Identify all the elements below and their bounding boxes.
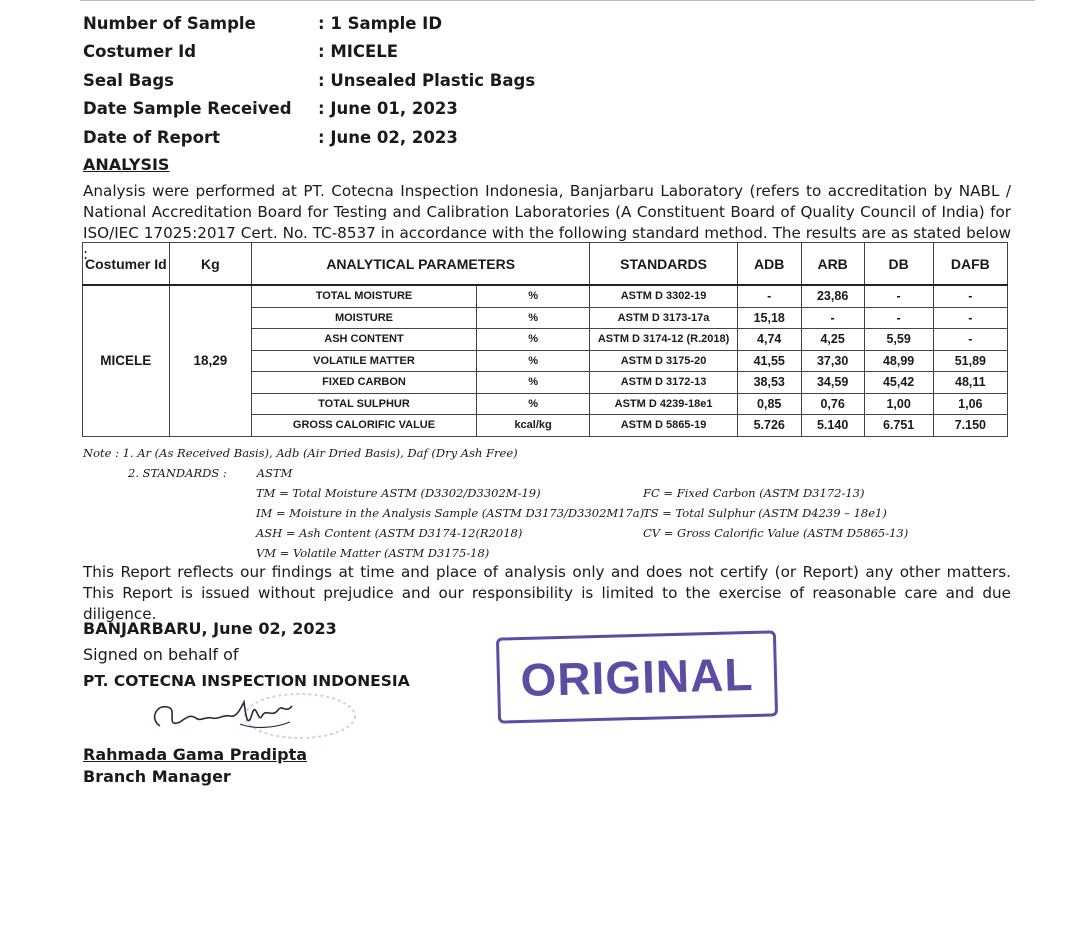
arb-cell: 23,86 — [801, 285, 864, 307]
header-adb: ADB — [737, 243, 801, 286]
company-name: PT. COTECNA INSPECTION INDONESIA — [83, 672, 410, 690]
meta-label: Date Sample Received — [83, 99, 292, 119]
abbreviation-item: TS = Total Sulphur (ASTM D4239 – 18e1) — [643, 506, 887, 520]
analysis-heading: ANALYSIS — [83, 155, 170, 174]
meta-value: : June 01, 2023 — [318, 99, 458, 119]
db-cell: - — [864, 307, 933, 329]
unit-cell: % — [476, 307, 589, 329]
dafb-cell: 7.150 — [933, 415, 1007, 437]
note-standards — [128, 463, 292, 483]
kg-cell: 18,29 — [169, 285, 251, 436]
header-parameters: ANALYTICAL PARAMETERS — [252, 243, 590, 286]
signer-position: Branch Manager — [83, 767, 231, 786]
standard-cell: ASTM D 3302-19 — [590, 285, 737, 307]
header-dafb: DAFB — [933, 243, 1007, 286]
abbreviation-item: TM = Total Moisture ASTM (D3302/D3302M-19) — [256, 486, 541, 500]
param-cell: TOTAL MOISTURE — [252, 285, 477, 307]
analysis-paragraph: Analysis were performed at PT. Cotecna Inspection Indonesia, Banjarbaru Laboratory (refers to accreditation by NABL / National Accreditation Board for Testing and Calibration Laboratories (A Constituent Board of Quality Council of India) for ISO/IEC 17025:2017 Cert. No. TC-8537 in accordance with the following standard method. The results are as stated below : — [83, 182, 1011, 263]
header-costumer-id: Costumer Id — [83, 243, 170, 286]
standard-cell: ASTM D 3175-20 — [590, 350, 737, 372]
db-cell: 48,99 — [864, 350, 933, 372]
results-table — [82, 242, 1008, 437]
abbreviation-item: VM = Volatile Matter (ASTM D3175-18) — [256, 546, 490, 560]
arb-cell: 37,30 — [801, 350, 864, 372]
arb-cell: 34,59 — [801, 372, 864, 394]
top-divider — [80, 0, 1035, 5]
note-standards-label: 2. STANDARDS : — [128, 466, 227, 480]
standard-cell: ASTM D 3172-13 — [590, 372, 737, 394]
abbreviations-left — [256, 483, 644, 563]
signature-image — [140, 688, 370, 748]
note-basis: Note : 1. Ar (As Received Basis), Adb (Air Dried Basis), Daf (Dry Ash Free) — [83, 446, 518, 460]
dafb-cell: - — [933, 285, 1007, 307]
meta-value: : Unsealed Plastic Bags — [318, 70, 536, 90]
signed-on-behalf: Signed on behalf of — [83, 645, 239, 664]
place-date: BANJARBARU, June 02, 2023 — [83, 619, 337, 638]
signer-name: Rahmada Gama Pradipta — [83, 745, 308, 764]
abbreviation-item: CV = Gross Calorific Value (ASTM D5865-13) — [643, 526, 909, 540]
db-cell: 5,59 — [864, 329, 933, 351]
meta-row — [83, 9, 683, 38]
param-cell: VOLATILE MATTER — [252, 350, 477, 372]
param-cell: FIXED CARBON — [252, 372, 477, 394]
adb-cell: 38,53 — [737, 372, 801, 394]
arb-cell: 0,76 — [801, 393, 864, 415]
dafb-cell: 51,89 — [933, 350, 1007, 372]
meta-value: : MICELE — [318, 42, 399, 62]
arb-cell: - — [801, 307, 864, 329]
adb-cell: 4,74 — [737, 329, 801, 351]
header-db: DB — [864, 243, 933, 286]
table-header-row — [83, 243, 1008, 286]
meta-row — [83, 123, 683, 152]
param-cell: ASH CONTENT — [252, 329, 477, 351]
standard-cell: ASTM D 4239-18e1 — [590, 393, 737, 415]
adb-cell: 0,85 — [737, 393, 801, 415]
dafb-cell: 1,06 — [933, 393, 1007, 415]
meta-row — [83, 38, 683, 67]
dafb-cell: 48,11 — [933, 372, 1007, 394]
unit-cell: kcal/kg — [476, 415, 589, 437]
header-standards: STANDARDS — [590, 243, 737, 286]
abbreviations-right — [643, 483, 908, 543]
param-cell: MOISTURE — [252, 307, 477, 329]
table-row — [83, 285, 1008, 307]
db-cell: 6.751 — [864, 415, 933, 437]
adb-cell: 5.726 — [737, 415, 801, 437]
arb-cell: 5.140 — [801, 415, 864, 437]
dafb-cell: - — [933, 329, 1007, 351]
meta-label: Seal Bags — [83, 70, 174, 90]
dafb-cell: - — [933, 307, 1007, 329]
header-arb: ARB — [801, 243, 864, 286]
meta-row — [83, 95, 683, 124]
unit-cell: % — [476, 350, 589, 372]
meta-label: Number of Sample — [83, 13, 256, 33]
header-kg: Kg — [169, 243, 251, 286]
standard-cell: ASTM D 5865-19 — [590, 415, 737, 437]
meta-value: : 1 Sample ID — [318, 13, 443, 33]
meta-row — [83, 66, 683, 95]
note-standards-value: ASTM — [256, 466, 293, 480]
param-cell: GROSS CALORIFIC VALUE — [252, 415, 477, 437]
standard-cell: ASTM D 3173-17a — [590, 307, 737, 329]
abbreviation-item: ASH = Ash Content (ASTM D3174-12(R2018) — [256, 526, 523, 540]
sample-info — [83, 9, 683, 152]
abbreviation-item: IM = Moisture in the Analysis Sample (ASTM D3173/D3302M17a) — [256, 506, 645, 520]
unit-cell: % — [476, 329, 589, 351]
unit-cell: % — [476, 393, 589, 415]
arb-cell: 4,25 — [801, 329, 864, 351]
meta-value: : June 02, 2023 — [318, 127, 458, 147]
unit-cell: % — [476, 372, 589, 394]
disclaimer-paragraph: This Report reflects our findings at time and place of analysis only and does not certify (or Report) any other matters. This Report is issued without prejudice and our responsibility is limited to the exercise of reasonable care and due diligence. — [83, 563, 1011, 623]
adb-cell: 15,18 — [737, 307, 801, 329]
meta-label: Date of Report — [83, 127, 220, 147]
db-cell: 45,42 — [864, 372, 933, 394]
adb-cell: 41,55 — [737, 350, 801, 372]
adb-cell: - — [737, 285, 801, 307]
param-cell: TOTAL SULPHUR — [252, 393, 477, 415]
db-cell: - — [864, 285, 933, 307]
meta-label: Costumer Id — [83, 42, 197, 62]
abbreviation-item: FC = Fixed Carbon (ASTM D3172-13) — [643, 486, 865, 500]
unit-cell: % — [476, 285, 589, 307]
original-stamp: ORIGINAL — [496, 630, 778, 723]
standard-cell: ASTM D 3174-12 (R.2018) — [590, 329, 737, 351]
db-cell: 1,00 — [864, 393, 933, 415]
costumer-id-cell: MICELE — [83, 285, 170, 436]
